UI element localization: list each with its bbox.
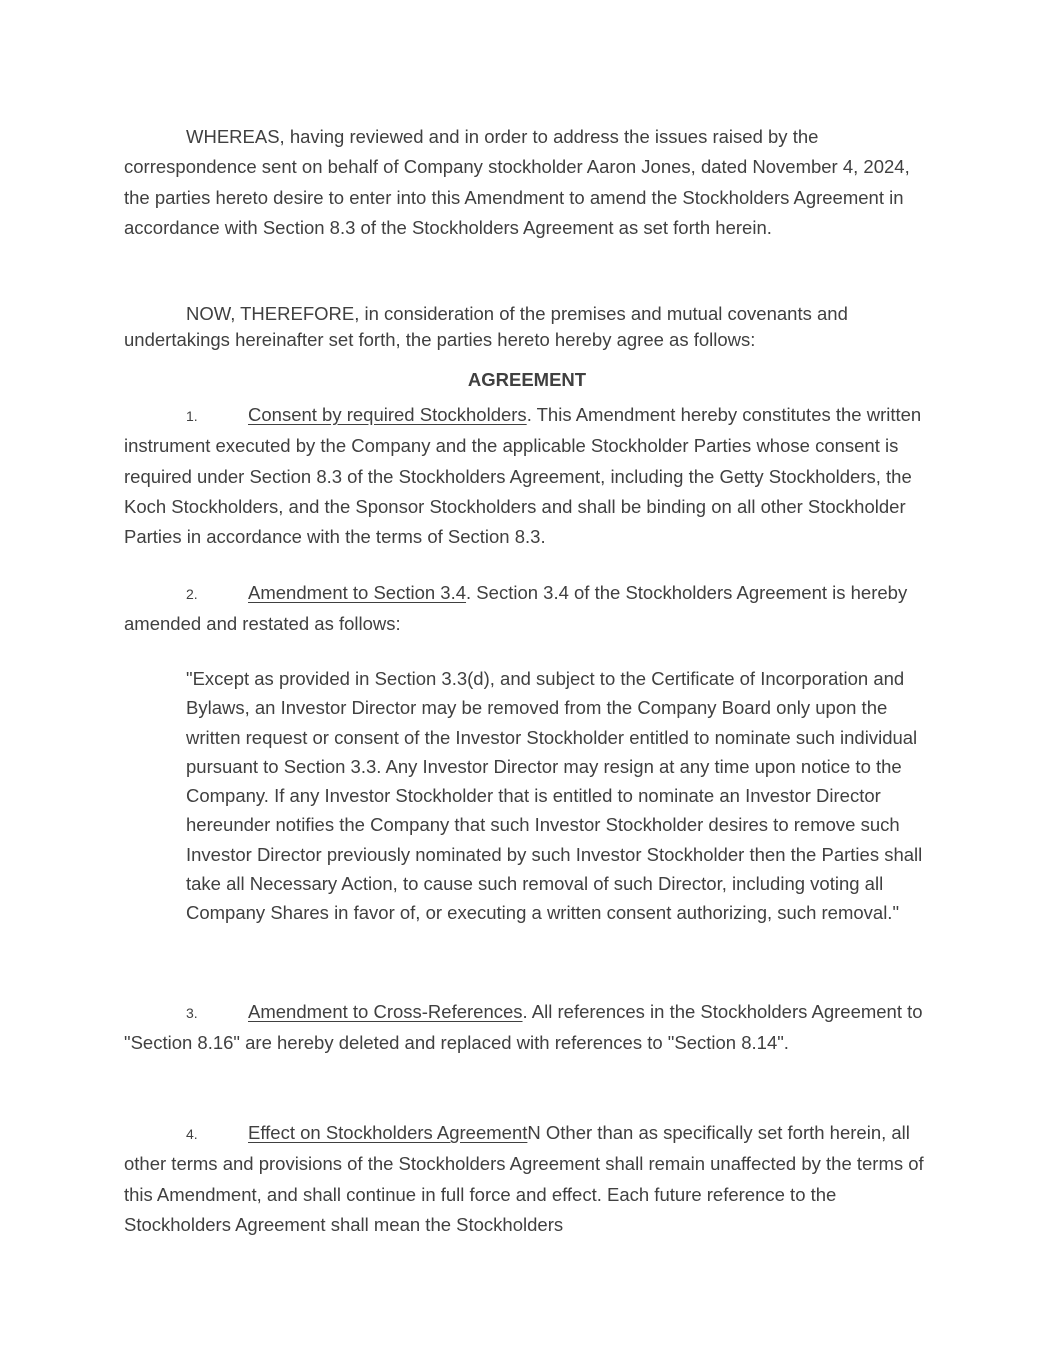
section-title: Consent by required Stockholders	[248, 404, 527, 425]
section-number: 1.	[186, 408, 198, 424]
agreement-heading: AGREEMENT	[467, 369, 587, 390]
section-text: . This Amendment hereby constitutes the written instrument executed by the Company and the applicable Stockholder Parties whose consent is required under Section 8.3 of the Stockholders Agreement, including the Getty Stockholders, the Koch Stockholders, and the Sponsor Stockholders and shall be binding on all other Stockholder Parties in accordance with the terms of Section 8.3.	[124, 404, 922, 548]
section-title: Amendment to Section 3.4	[248, 582, 467, 603]
section-4	[124, 1118, 930, 1240]
section-number: 4.	[186, 1126, 198, 1142]
whereas-paragraph: WHEREAS, having reviewed and in order to address the issues raised by the correspondence sent on behalf of Company stockholder Aaron Jones, dated November 4, 2024, the parties hereto desire to enter into this Amendment to amend the Stockholders Agreement in accordance with Section 8.3 of the Stockholders Agreement as set forth herein.	[124, 126, 910, 238]
section-number: 2.	[186, 586, 198, 602]
section-2	[124, 578, 930, 640]
section-number: 3.	[186, 1005, 198, 1021]
section-text: N Other than as specifically set forth herein, all other terms and provisions of the Stockholders Agreement shall remain unaffected by the terms of this Amendment, and shall continue in full force and effect. Each future reference to the Stockholders Agreement shall mean the Stockholders	[124, 1122, 924, 1235]
section-title: Effect on Stockholders Agreement	[248, 1122, 528, 1143]
section-title: Amendment to Cross-References	[248, 1001, 523, 1022]
section-text: . Section 3.4 of the Stockholders Agreement is hereby amended and restated as follows:	[124, 582, 908, 635]
section-text: . All references in the Stockholders Agreement to "Section 8.16" are hereby deleted and replaced with references to "Section 8.14".	[124, 1001, 923, 1054]
amended-section-quote: "Except as provided in Section 3.3(d), and subject to the Certificate of Incorporation and Bylaws, an Investor Director may be removed from the Company Board only upon the written request or consent of the Investor Stockholder entitled to nominate such individual pursuant to Section 3.3. Any Investor Director may resign at any time upon notice to the Company. If any Investor Stockholder that is entitled to nominate an Investor Director hereunder notifies the Company that such Investor Stockholder desires to remove such Investor Director previously nominated by such Investor Stockholder then the Parties shall take all Necessary Action, to cause such removal of such Director, including voting all Company Shares in favor of, or executing a written consent authorizing, such removal."	[186, 668, 923, 924]
section-3	[124, 997, 930, 1059]
now-therefore-paragraph: NOW, THEREFORE, in consideration of the premises and mutual covenants and undertakings hereinafter set forth, the parties hereto hereby agree as follows:	[124, 303, 848, 350]
section-1	[124, 400, 930, 552]
